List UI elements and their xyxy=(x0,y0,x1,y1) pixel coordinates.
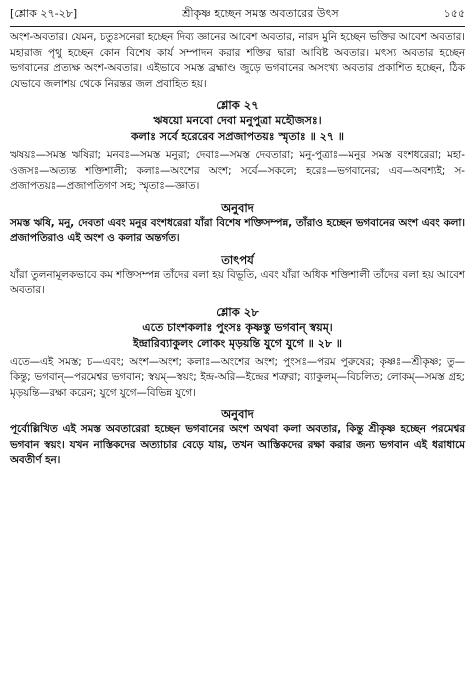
verse-27-purport-heading: তাৎপর্য xyxy=(221,252,254,267)
verse-28-translation-heading: অনুবাদ xyxy=(221,407,254,421)
verse-27-line-2: কলাঃ সর্বে হরেরেব সপ্রজাপতয়ঃ স্মৃতাঃ ॥ ২৭ ॥ xyxy=(130,130,344,143)
verse-28-synonyms: এতে—এই সমস্ত; চ—এবং; অংশ—অংশ; কলাঃ—অংশের অংশ; পুংসঃ—পরম পুরুষের; কৃষ্ণঃ—শ্রীকৃষ্ণ; তু—কিন্তু; ভগবান্—পরমেশ্বর ভগবান; স্বয়ম্—স্বয়ং; ইন্দ্র-অরি—ইন্দ্রের শত্রুরা; ব্যাকুলম্—বিচলিত; লোকম্—সমস্ত গ্রহ; মৃড়য়ন্তি—রক্ষা করেন; যুগে যুগে—বিভিন্ন যুগে। xyxy=(10,355,465,399)
verse-27-purport: যাঁরা তুলনামূলকভাবে কম শক্তিসম্পন্ন তাঁদের বলা হয় বিভূতি, এবং যাঁরা অধিক শক্তিশালী তাঁদের বলা হয় আবেশ অবতার। xyxy=(10,268,465,296)
page-header xyxy=(10,8,465,27)
verse-27-translation: সমস্ত ঋষি, মনু, দেবতা এবং মনুর বংশধরেরা যাঁরা বিশেষ শক্তিসম্পন্ন, তাঁরাও হচ্ছেন ভগবানের অংশ এবং কলা। প্রজাপতিরাও এই অংশ ও কলার অন্তর্গত। xyxy=(10,216,465,244)
verse-27-heading: শ্লোক ২৭ xyxy=(216,98,259,112)
verse-28-line-2: ইন্দ্রারিব্যাকুলং লোকং মৃড়য়ন্তি যুগে যুগে ॥ ২৮ ॥ xyxy=(132,336,343,350)
verse-28-heading: শ্লোক ২৮ xyxy=(216,304,259,319)
header-chapter-title: শ্রীকৃষ্ণ হচ্ছেন সমস্ত অবতারের উৎস xyxy=(182,7,339,20)
page-number: ১৫৫ xyxy=(443,7,465,20)
verse-27-translation-heading: অনুবাদ xyxy=(221,200,254,215)
verse-27-synonyms: ঋষয়ঃ—সমস্ত ঋষিরা; মনবঃ—সমস্ত মনুরা; দেবাঃ—সমস্ত দেবতারা; মনু-পুত্রাঃ—মনুর সমস্ত বংশধরেরা; মহা-ওজসঃ—অত্যন্ত শক্তিশালী; কলাঃ—অংশের অংশ; সর্বে—সকলে; হরেঃ—ভগবানের; এব—অবশ্যই; স-প্রজাপতয়ঃ—প্রজাপতিগণ সহ; স্মৃতাঃ—জ্ঞাত। xyxy=(10,149,465,192)
intro-paragraph: অংশ-অবতার। যেমন, চতুঃসনেরা হচ্ছেন দিব্য জ্ঞানের আবেশ অবতার, নারদ মুনি হচ্ছেন ভক্তির আবেশ অবতার। মহারাজ পৃথু হচ্ছেন কোন বিশেষ কার্য সম্পাদন করার শক্তির দ্বারা আবিষ্ট অবতার। মৎস্য অবতার হচ্ছেন ভগবানের প্রত্যক্ষ অংশ-অবতার। এইভাবে সমস্ত ব্রহ্মাণ্ড জুড়ে ভগবানের অসংখ্য অবতার প্রকাশিত হচ্ছেন, ঠিক যেভাবে জলাশয় থেকে নিরন্তর জল প্রবাহিত হয়। xyxy=(10,31,465,90)
verse-27-line-1: ঋষয়ো মনবো দেবা মনুপুত্রা মহৌজসঃ। xyxy=(153,114,322,127)
verse-28-line-1: এতে চাংশকলাঃ পুংসঃ কৃষ্ণস্তু ভগবান্ স্বয়ম্। xyxy=(142,320,333,334)
header-verse-range: [শ্লোক ২৭-২৮] xyxy=(10,7,78,20)
verse-28-translation: পূর্বোল্লিখিত এই সমস্ত অবতারেরা হচ্ছেন ভগবানের অংশ অথবা কলা অবতার, কিন্তু শ্রীকৃষ্ণ হচ্ছেন পরমেশ্বর ভগবান স্বয়ং। যখন নাস্তিকদের অত্যাচার বেড়ে যায়, তখন আস্তিকদের রক্ষা করার জন্য ভগবান এই ধরাধামে অবতীর্ণ হন। xyxy=(10,423,465,466)
